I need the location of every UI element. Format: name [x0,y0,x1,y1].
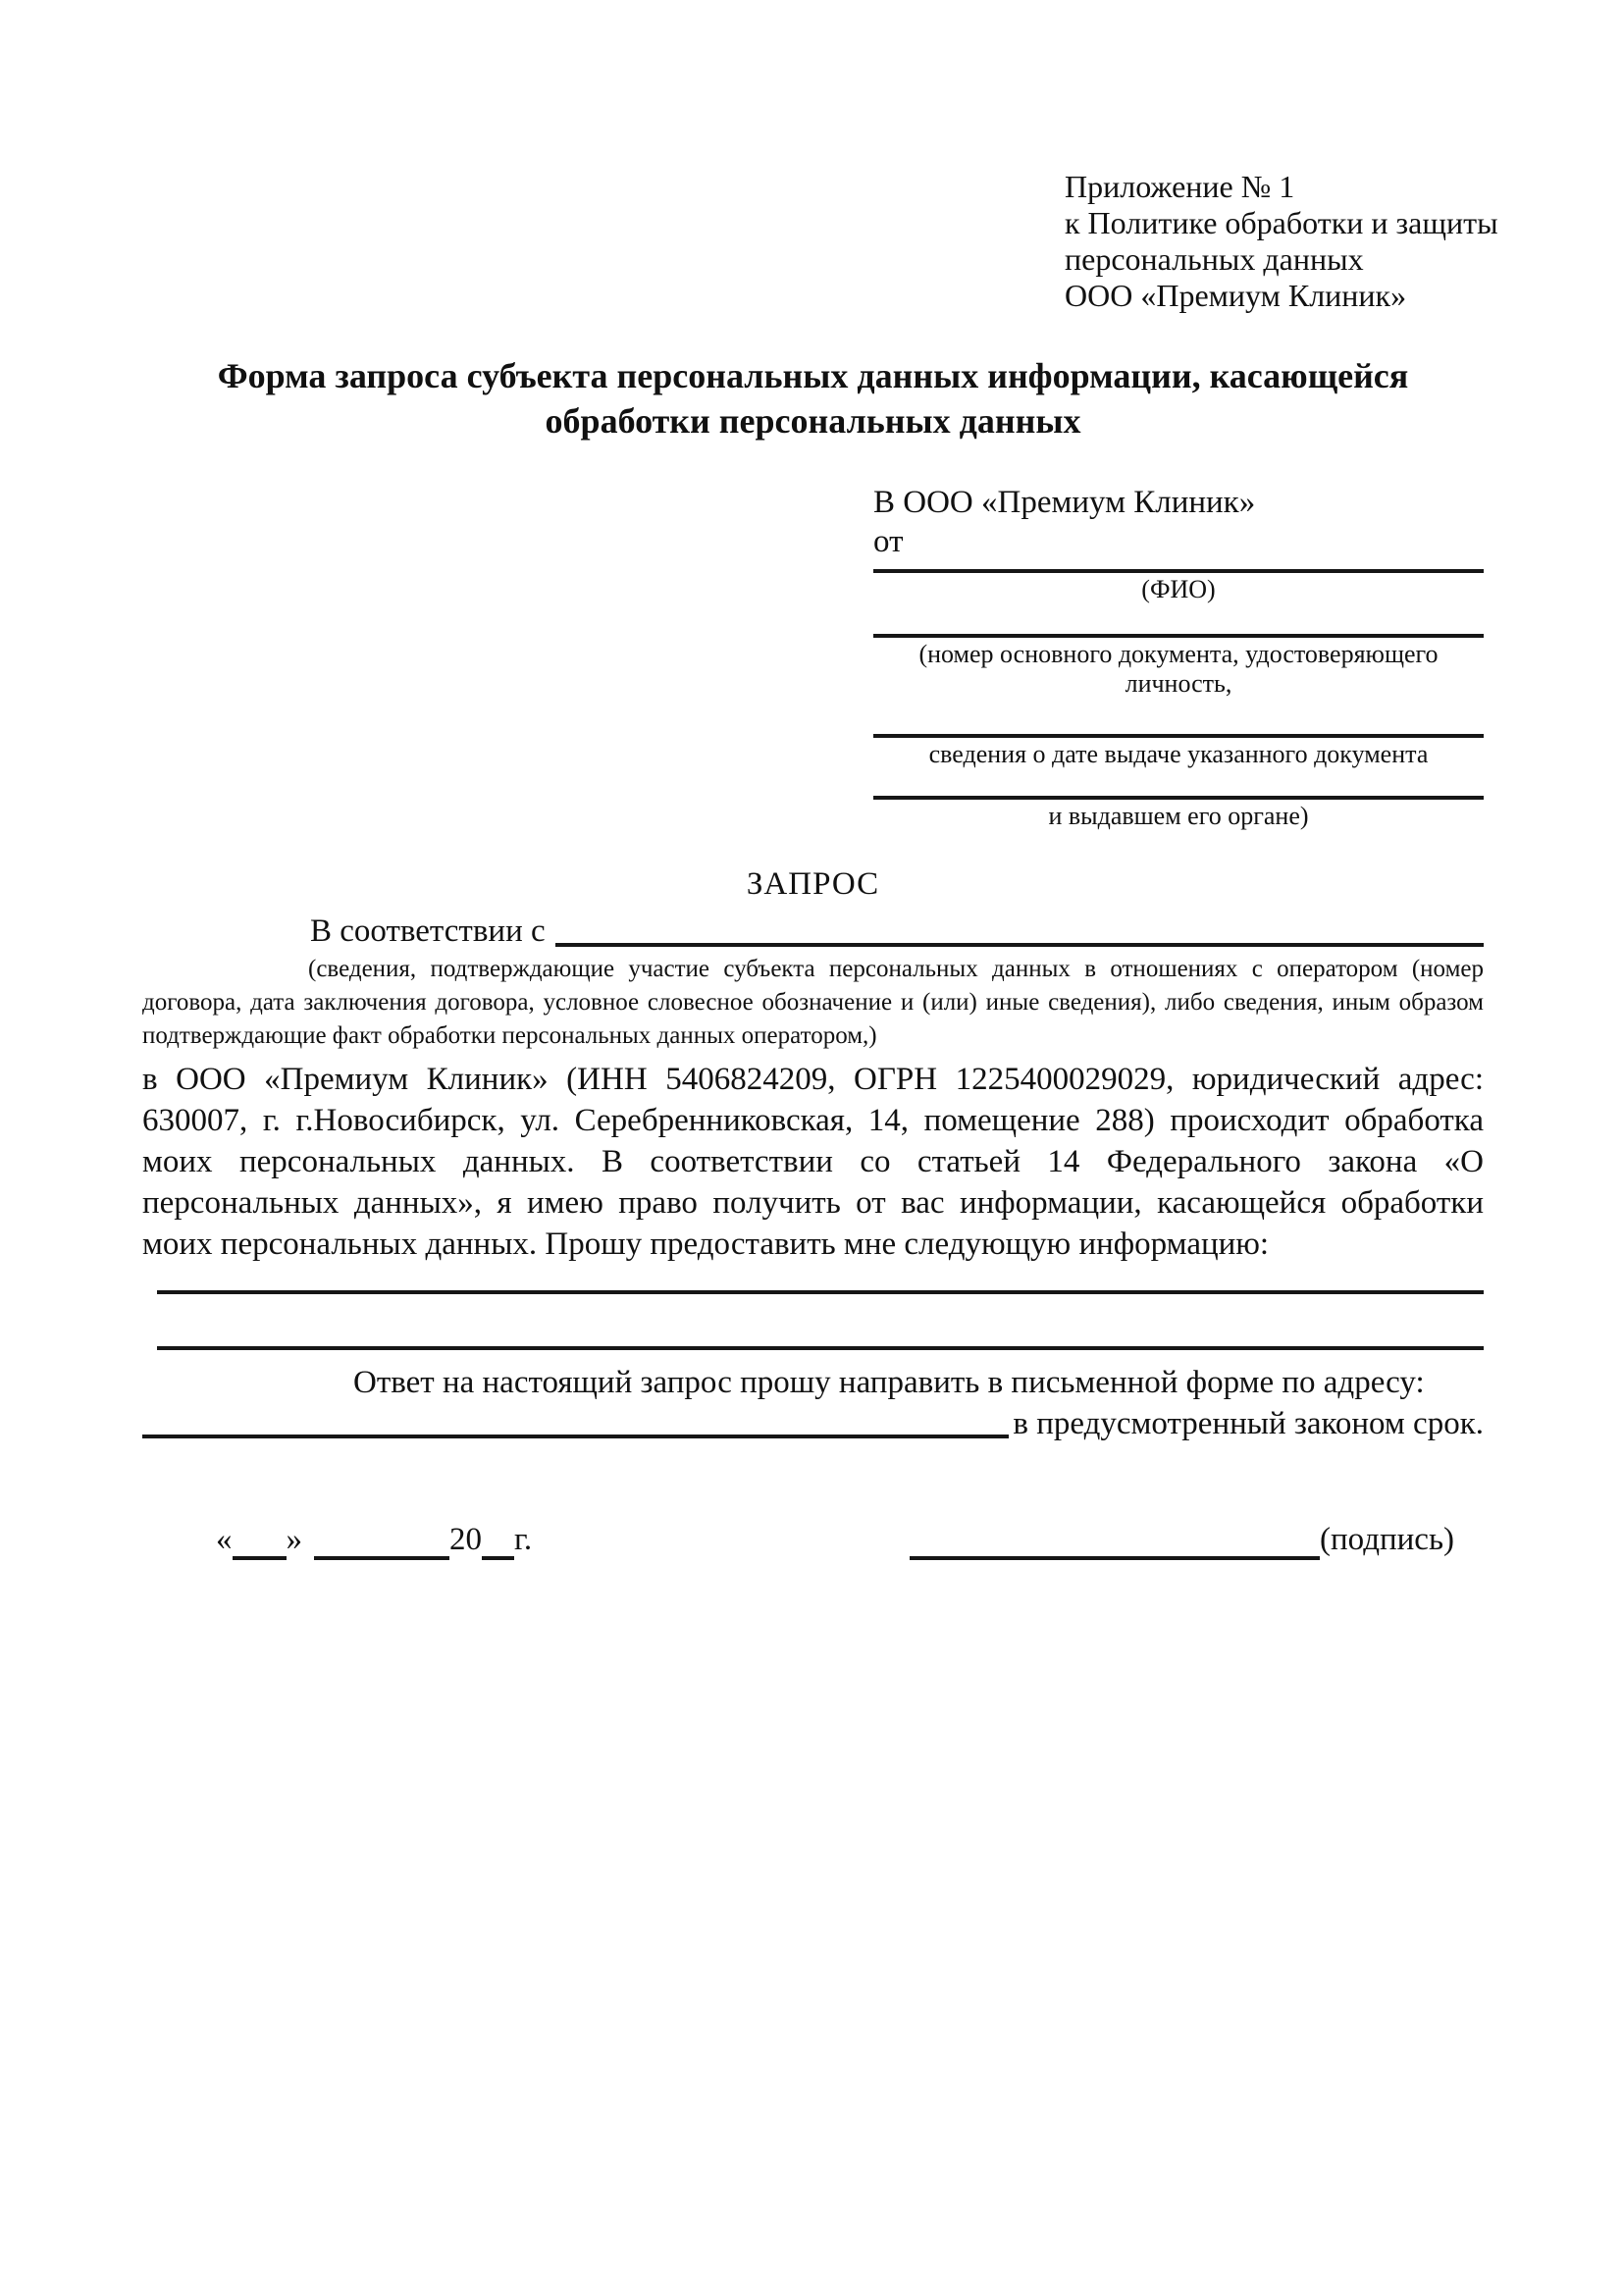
intro-prefix: В соответствии с [310,913,546,949]
signature-blank-line[interactable] [910,1527,1320,1560]
info-blank-line-2[interactable] [157,1346,1484,1350]
document-number-caption: (номер основного документа, удостоверяющего личность, [918,640,1439,698]
issue-date-blank-line[interactable] [873,734,1484,738]
request-heading: ЗАПРОС [746,866,880,902]
annex-line-3: персональных данных [1065,241,1364,277]
field-fio [873,569,1484,604]
year-suffix: г. [514,1522,533,1557]
annex-line-4: ООО «Премиум Клиник» [1065,278,1407,313]
addressee-organization: В ООО «Премиум Клиник» [873,485,1256,520]
signature-row [142,1519,1484,1560]
annex-line-1: Приложение № 1 [1065,169,1295,204]
basis-blank-line[interactable] [555,943,1484,947]
issue-date-caption: сведения о дате выдаче указанного документа [928,740,1429,768]
issuing-authority-blank-line[interactable] [873,796,1484,800]
reply-sentence: Ответ на настоящий запрос прошу направить в письменной форме по адресу: [353,1365,1425,1400]
fio-caption: (ФИО) [1141,575,1216,603]
annex-line-2: к Политике обработки и защиты [1065,205,1498,240]
date-quote-open: « [216,1522,233,1557]
signature-part [910,1519,1454,1560]
annex-header [1065,169,1498,314]
basis-footnote: (сведения, подтверждающие участие субъекта персональных данных в отношениях с оператором (номер договора, дата заключения договора, условное словесное обозначение и (или) иные сведения), либо сведения, иным образом подтверждающие факт обработки персональных данных оператором,) [142,956,1484,1049]
field-issue-date [873,734,1484,769]
addressee-fields [873,569,1484,831]
field-issuing-authority [873,796,1484,831]
year-prefix: 20 [449,1522,482,1557]
day-blank-line[interactable] [233,1527,287,1560]
year-blank-line[interactable] [482,1527,514,1560]
date-quote-close: » [286,1522,302,1557]
document-number-blank-line[interactable] [873,634,1484,638]
request-intro-row [142,910,1484,953]
field-document-number [873,634,1484,699]
request-body: в ООО «Премиум Клиник» (ИНН 5406824209, ОГРН 1225400029029, юридический адрес: 630007, г. г.Новосибирск, ул. Серебренниковская, 14, помещение 288) происходит обработка моих персональных данных. В соответствии со статьей 14 Федерального закона «О персональных данных», я имею право получить от вас информации, касающейся обработки моих персональных данных. Прошу предоставить мне следующую информацию: [142,1062,1484,1262]
reply-address-row [142,1403,1484,1444]
addressee-from-label: от [873,524,904,559]
info-blank-line-1[interactable] [157,1290,1484,1294]
month-blank-line[interactable] [314,1527,449,1560]
date-part [142,1519,532,1560]
signature-caption: (подпись) [1320,1522,1454,1557]
addressee-block [873,483,1484,831]
page-title: Форма запроса субъекта персональных данных информации, касающейся обработки персональных данных [217,356,1409,441]
reply-suffix: в предусмотренный законом срок. [1013,1406,1484,1441]
address-blank-line[interactable] [142,1435,1009,1438]
issuing-authority-caption: и выдавшем его органе) [1048,802,1309,830]
fio-blank-line[interactable] [873,569,1484,573]
